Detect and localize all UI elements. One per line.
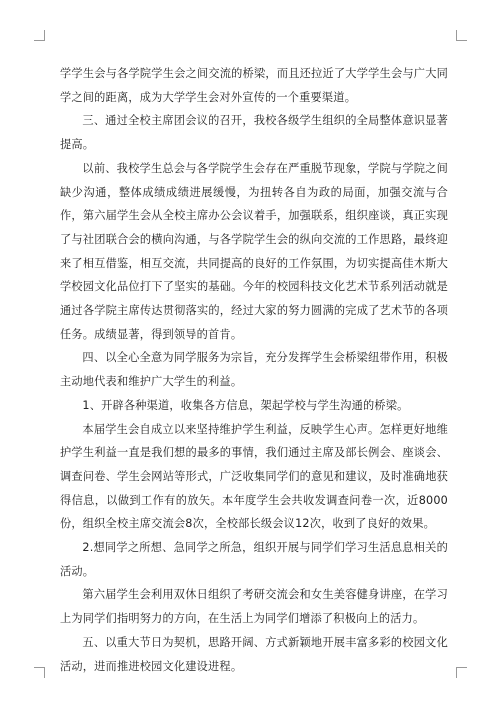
- paragraph-item-2-body: 第六届学生会利用双休日组织了考研交流会和女生美容健身讲座，在学习上为同学们指明努力的方向，在生活上为同学们增添了积极向上的活力。: [60, 588, 448, 626]
- subheading-item-1: 1、开辟各种渠道，收集各方信息，架起学校与学生沟通的桥梁。: [82, 398, 409, 412]
- document-body: [60, 62, 448, 678]
- paragraph-continuation: 学学生会与各学院学生会之间交流的桥梁，而且还拉近了大学学生会与广大同学之间的距离，成为大学学生会对外宣传的一个重要渠道。: [60, 67, 448, 104]
- crop-mark-bottom-left: [34, 667, 45, 678]
- heading-section-5: 五、以重大节日为契机，思路开阔、方式新颖地开展丰富多彩的校园文化活动，进而推进校园文化建设进程。: [60, 635, 448, 673]
- heading-section-3: 三、通过全校主席团会议的召开，我校各级学生组织的全局整体意识显著提高。: [60, 114, 448, 152]
- crop-mark-top-right: [456, 30, 467, 41]
- subheading-item-2: 2.想同学之所想、急同学之所急，组织开展与同学们学习生活息息相关的活动。: [60, 541, 448, 578]
- paragraph-section-3-body: 以前、我校学生总会与各学院学生会存在严重脱节现象，学院与学院之间缺少沟通，整体成绩成绩进展缓慢，为扭转各自为政的局面，加强交流与合作，第六届学生会从全校主席办公会议着手，加强联系，组织座谈，真正实现了与社团联合会的横向沟通，与各学院学生会的纵向交流的工作思路，最终迎来了相互借鉴，相互交流，共同提高的良好的工作氛围，为切实提高佳木斯大学校园文化品位打下了坚实的基础。今年的校园科技文化艺术节系列活动就是通过各学院主席传达贯彻落实的，经过大家的努力圆满的完成了艺术节的各项任务。成绩显著，得到领导的首肯。: [60, 161, 448, 341]
- paragraph-item-1-body: 本届学生会自成立以来坚持维护学生利益，反映学生心声。怎样更好地维护学生利益一直是我们想的最多的事情，我们通过主席及部长例会、座谈会、调查问卷、学生会网站等形式，广泛收集同学们的意见和建议，及时准确地获得信息，以做到工作有的放矢。本年度学生会共收发调查问卷一次，近8000份，组织全校主席交流会8次，全校部长级会议12次，收到了良好的效果。: [60, 422, 448, 531]
- crop-mark-top-left: [34, 30, 45, 41]
- heading-section-4: 四、以全心全意为同学服务为宗旨，充分发挥学生会桥梁纽带作用，积极主动地代表和维护广大学生的利益。: [60, 351, 448, 389]
- crop-mark-bottom-right: [456, 667, 467, 678]
